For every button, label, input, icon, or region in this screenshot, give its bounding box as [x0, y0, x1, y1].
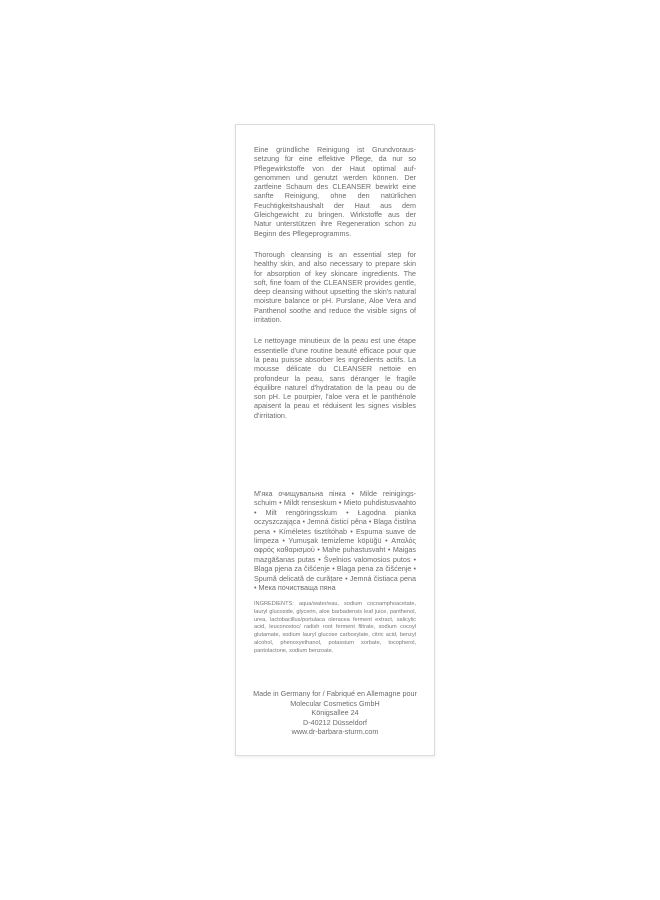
imprint-made-in: Made in Germany for / Fabriqué en Allemagne pour [253, 689, 417, 698]
imprint-company: Molecular Cosmetics GmbH [290, 698, 380, 708]
description-english: Thorough cleansing is an essential step for healthy skin, and also necessary to prepare skin for absorption of key skincare ingredients. The soft, fine foam of the CLEANSER provides gentle, deep cleansing without upsetting the skin's natural moisture balance or pH. Purslane, Aloe Vera and Panthenol soothe and reduce the visible signs of irritation. [254, 249, 416, 325]
description-french: Le nettoyage minutieux de la peau est une étape essentielle d'une routine beauté efficace pour que la peau puisse absorber les ingrédients actifs. La mousse délicate du CLEANSER nettoie en profondeur la peau, sans déranger le fragile équilibre naturel d'hydratation de la peau ou de son pH. Le pourpier, l'aloe vera et le panthénole apaisent la peau et réduisent les signes visibles d'irritation. [254, 336, 416, 420]
product-box-panel [235, 124, 435, 756]
imprint-street: Königsallee 24 [311, 708, 359, 718]
manufacturer-imprint [246, 689, 424, 737]
description-block [254, 145, 416, 432]
imprint-city: D-40212 Düsseldorf [303, 717, 367, 727]
ingredients-list: INGREDIENTS: aqua/water/eau, sodium cocoamphoacetate, lauryl glucoside, glycerin, aloe barbadensis leaf juice, panthenol, urea, lactobacillus/portulaca oleracea ferment extract, salicylic acid, leuconostoc/ radish root ferment filtrate, sodium cocoyl glutamate, sodium lauryl glucose carboxylate, citric acid, benzyl alcohol, phenoxyethanol, potassium sorbate, tocopherol, pantolactone, sodium benzoate. [254, 601, 416, 654]
imprint-website: www.dr-barbara-sturm.com [291, 727, 379, 737]
description-german: Eine gründliche Reinigung ist Grundvoraussetzung für eine effektive Pflege, da nur so Pflegewirkstoffe von der Haut optimal aufgenommen und genutzt werden können. Der zartfeine Schaum des CLEANSER bewirkt eine sanfte Reinigung, ohne den natürlichen Feuchtigkeitshaushalt der Haut aus dem Gleichgewicht zu bringen. Wirkstoffe aus der Natur unterstützen ihre Regeneration schon zu Beginn des Pflegeprogramms. [254, 145, 416, 238]
product-names-multilingual: М'яка очищувальна пінка • Milde reinigingsschuim • Mildt renseskum • Mieto puhdistusvaahto • Milt rengöringsskum • Łagodna pianka oczyszczająca • Jemná čisticí pěna • Blaga čistilna pena • Kíméletes tisztítóhab • Espuma suave de limpeza • Yumuşak temizleme köpüğü • Απαλός αφρός καθαρισμού • Mahe puhastusvaht • Maigas mazgāšanas putas • Švelnios valomosios putos • Blaga pjena za čišćenje • Blaga pena za čišćenje • Spumă delicată de curățare • Jemná čistiaca pena • Мека почистваща пяна [254, 489, 416, 593]
